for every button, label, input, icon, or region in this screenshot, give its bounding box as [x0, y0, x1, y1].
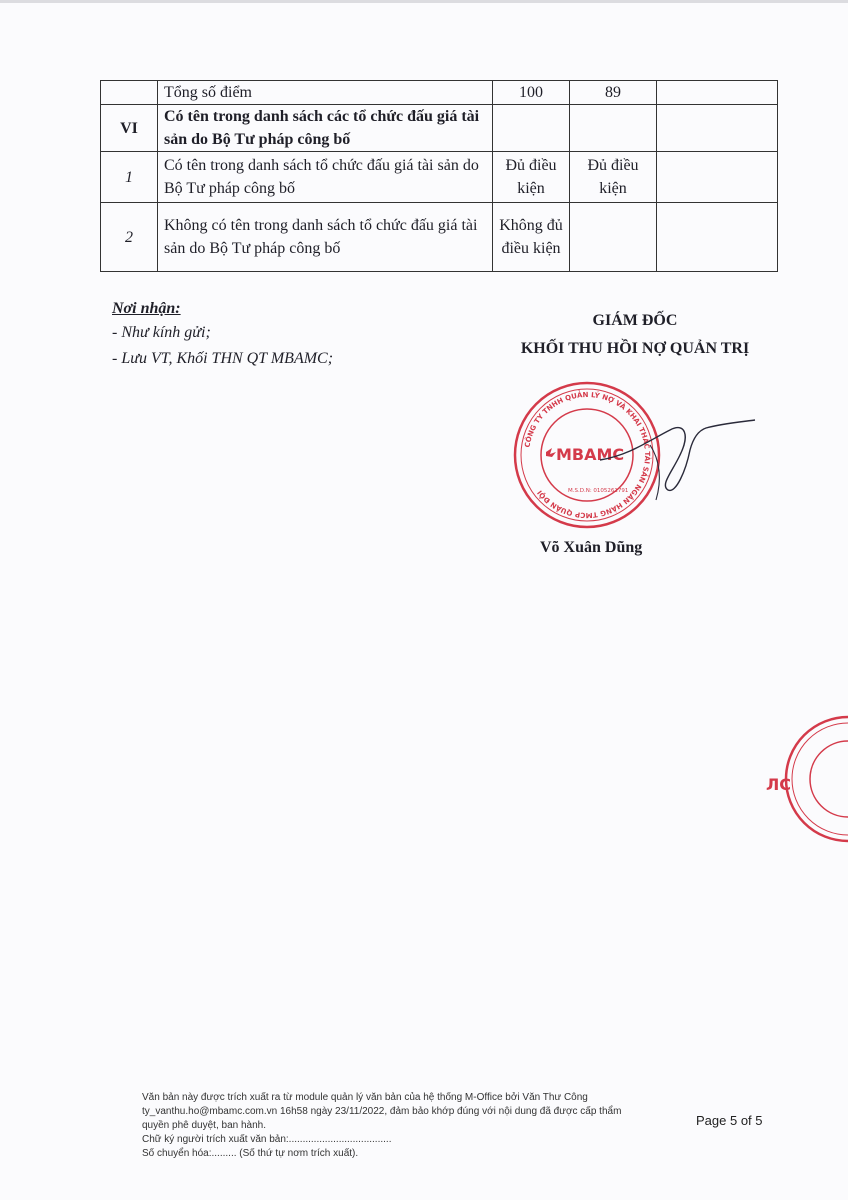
recipients-block [112, 300, 333, 376]
note-cell [657, 81, 778, 105]
achieved-score: 89 [570, 81, 657, 105]
achieved-score: Đủ điều kiện [570, 152, 657, 203]
max-score: Đủ điều kiện [493, 152, 570, 203]
recipient-item: - Như kính gửi; [112, 324, 211, 341]
signer-department: KHỐI THU HỒI NỢ QUẢN TRỊ [520, 340, 750, 357]
footer-line: Số chuyển hóa:......... (Số thứ tự nơm trích xuất). [142, 1148, 359, 1159]
scan-edge [0, 0, 848, 3]
recipients-title: Nơi nhận: [112, 300, 181, 317]
criterion-text: Không có tên trong danh sách tổ chức đấu giá tài sản do Bộ Tư pháp công bố [158, 203, 493, 272]
row-number: 2 [101, 203, 158, 272]
note-cell [657, 203, 778, 272]
recipient-item: - Lưu VT, Khối THN QT MBAMC; [112, 350, 334, 367]
handwritten-signature [590, 400, 760, 510]
svg-text:M.S.D.N: 0105261791: M.S.D.N: 0105261791 [568, 488, 629, 494]
svg-text:CÔNG TY TNHH QUẢN LÝ NỢ VÀ KHA: CÔNG TY TNHH QUẢN LÝ NỢ VÀ KHAI THÁC TÀI SẢN NGÂN HÀNG TMCP QUÂN ĐỘI [523, 390, 652, 520]
signer-role: GIÁM ĐỐC [592, 312, 678, 329]
page-number: Page 5 of 5 [696, 1113, 763, 1128]
signer-name: Võ Xuân Dũng [540, 539, 643, 556]
max-score: 100 [493, 81, 570, 105]
criterion-text: Tổng số điểm [158, 81, 493, 105]
footer-line: quyền phê duyệt, ban hành. [142, 1120, 266, 1131]
table-row [101, 203, 778, 272]
max-score [493, 105, 570, 152]
criterion-text: Có tên trong danh sách tổ chức đấu giá tài sản do Bộ Tư pháp công bố [158, 152, 493, 203]
section-title: Có tên trong danh sách các tổ chức đấu giá tài sản do Bộ Tư pháp công bố [158, 105, 493, 152]
criteria-table [100, 80, 778, 272]
svg-text:ЛC: ЛC [766, 775, 792, 794]
partial-stamp [752, 714, 848, 844]
svg-text:MBAMC: MBAMC [556, 445, 625, 464]
note-cell [657, 105, 778, 152]
table-row [101, 81, 778, 105]
footer-line: Văn bản này được trích xuất ra từ module quản lý văn bản của hệ thống M-Office bởi Văn Thư Công [142, 1092, 588, 1103]
section-number: VI [101, 105, 158, 152]
achieved-score [570, 203, 657, 272]
footer-line: Chữ ký người trích xuất văn bản:..................................... [142, 1134, 392, 1145]
achieved-score [570, 105, 657, 152]
row-number [101, 81, 158, 105]
footer-line: ty_vanthu.ho@mbamc.com.vn 16h58 ngày 23/11/2022, đảm bảo khớp đúng với nội dung đã được cấp thẩm [142, 1106, 622, 1117]
note-cell [657, 152, 778, 203]
table-row [101, 105, 778, 152]
row-number: 1 [101, 152, 158, 203]
max-score: Không đủ điều kiện [493, 203, 570, 272]
table-row [101, 152, 778, 203]
document-footer [142, 1091, 702, 1161]
